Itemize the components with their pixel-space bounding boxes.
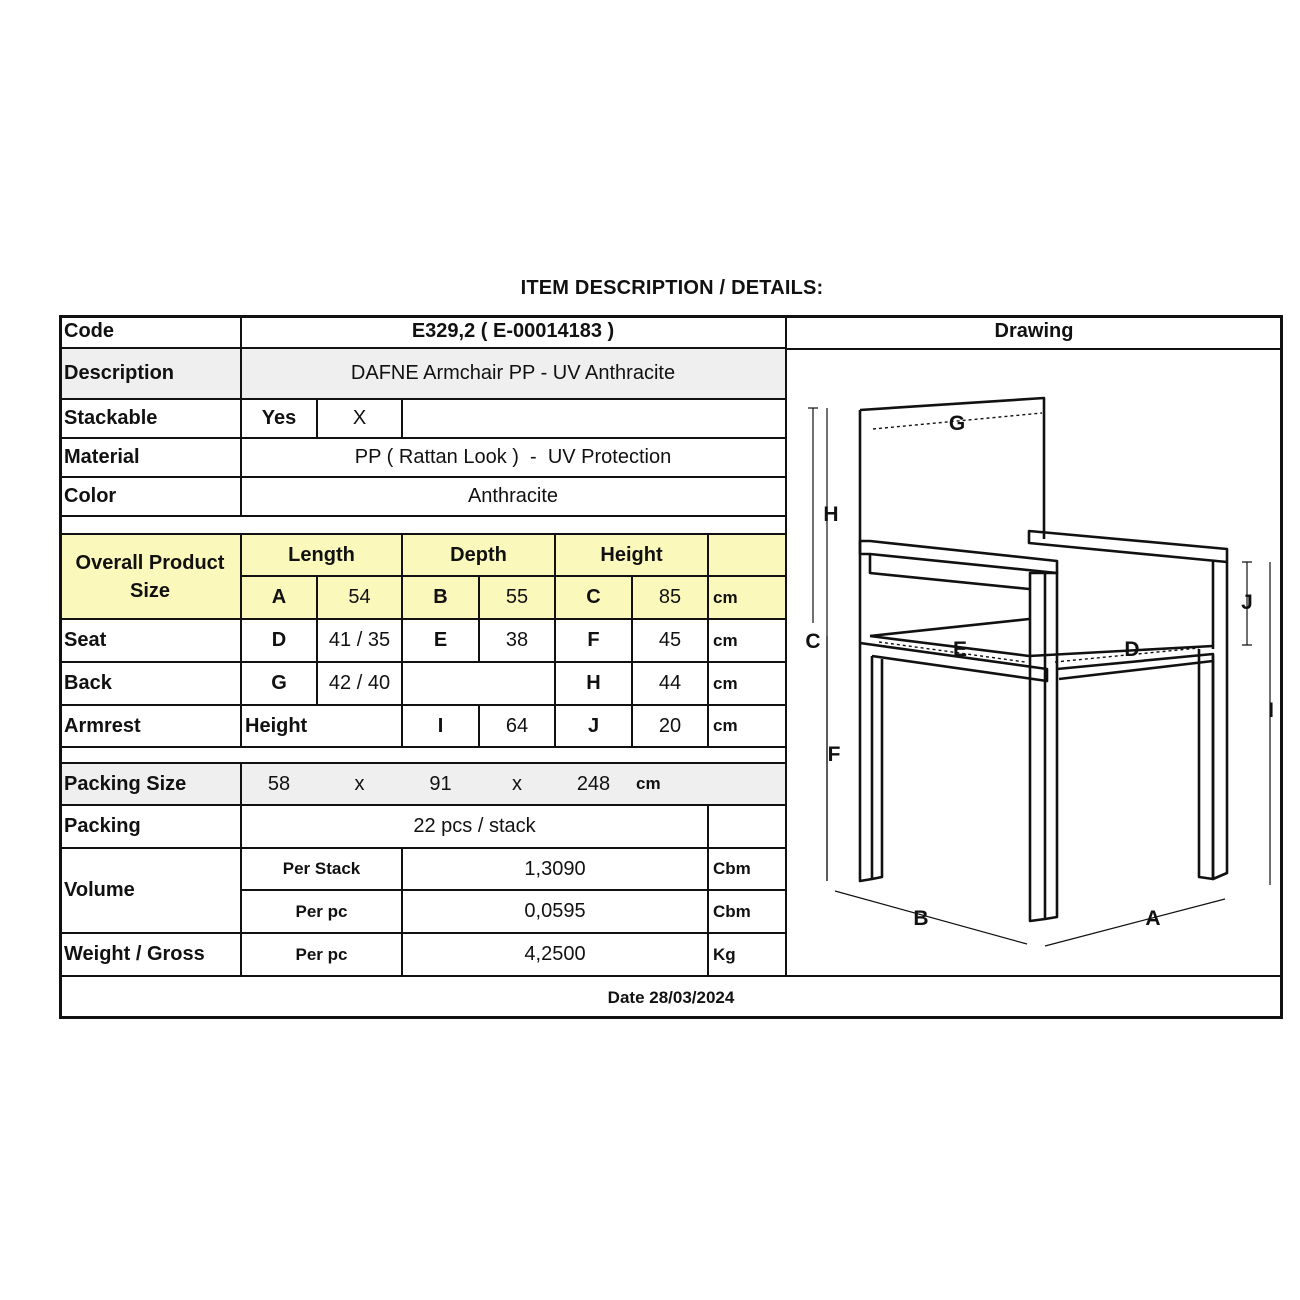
dim-col-c — [631, 576, 633, 747]
back-unit: cm — [713, 673, 738, 693]
label-g: G — [948, 412, 966, 435]
depth-header: Depth — [450, 543, 507, 566]
stackable-divider-1 — [316, 399, 318, 438]
packing-dim-2: 91 — [429, 772, 452, 795]
dim-col-depth — [401, 534, 403, 747]
armchair-drawing — [787, 351, 1281, 971]
stackable-mark: X — [352, 407, 367, 429]
volume-label: Volume — [64, 879, 135, 901]
pack-line-1 — [59, 804, 786, 806]
description-label: Description — [59, 348, 241, 399]
packing-size-label: Packing Size — [64, 772, 187, 795]
value-b: 55 — [505, 586, 529, 608]
col-divider-label-2 — [240, 534, 242, 748]
front-left-leg — [1030, 573, 1045, 921]
description-value: DAFNE Armchair PP - UV Anthracite — [241, 348, 785, 399]
weight-value: 4,2500 — [524, 943, 586, 965]
value-g: 42 / 40 — [328, 672, 391, 694]
label-i: I — [1268, 699, 1274, 722]
dim-col-unit — [707, 534, 709, 747]
left-arm-side — [870, 554, 1029, 589]
dim-col-b — [478, 576, 480, 662]
packing-label: Packing — [64, 815, 141, 837]
row-line-1 — [59, 347, 786, 349]
page-title: ITEM DESCRIPTION / DETAILS: — [520, 277, 824, 299]
volume-per-stack-unit: Cbm — [713, 859, 751, 878]
stackable-divider-2 — [401, 399, 403, 438]
footer-divider — [59, 975, 1283, 977]
dim-col-b-armrest — [478, 705, 480, 747]
border-top — [59, 315, 1283, 318]
height-header: Height — [600, 543, 663, 566]
drawing-label: Drawing — [994, 320, 1074, 342]
overall-size-label-line2: Size — [129, 579, 171, 602]
length-header: Length — [288, 543, 355, 566]
packing-x-1: x — [354, 772, 365, 795]
letter-e: E — [433, 629, 448, 651]
label-d: D — [1124, 638, 1140, 661]
letter-a: A — [271, 586, 287, 608]
label-e: E — [952, 638, 968, 661]
value-d: 41 / 35 — [328, 629, 391, 651]
letter-c: C — [586, 586, 601, 608]
row-line-4 — [59, 476, 786, 478]
overall-size-label — [59, 534, 241, 619]
dim-header-line — [241, 575, 786, 577]
volume-per-pc-unit: Cbm — [713, 901, 751, 921]
pack-col-unit — [707, 805, 709, 976]
rear-left-leg — [860, 554, 872, 881]
volume-per-pc-label: Per pc — [295, 901, 348, 921]
label-h: H — [823, 503, 839, 526]
weight-unit: Kg — [713, 944, 736, 964]
border-bottom — [59, 1016, 1283, 1019]
left-armrest — [860, 541, 1057, 573]
dim-b — [835, 891, 1027, 944]
spec-sheet — [59, 315, 1283, 1019]
letter-h: H — [586, 672, 601, 694]
seat-left-edge — [870, 636, 1029, 656]
seat-label: Seat — [64, 629, 107, 651]
row-line-3 — [59, 437, 786, 439]
armrest-unit: cm — [713, 716, 738, 735]
letter-j: J — [587, 714, 600, 737]
pack-line-4 — [59, 932, 786, 934]
packing-value: 22 pcs / stack — [413, 815, 536, 837]
packing-size-unit: cm — [636, 774, 661, 793]
pack-top-line — [59, 762, 786, 764]
dim-bottom-line — [59, 746, 786, 748]
letter-g: G — [271, 672, 287, 694]
pack-line-2 — [59, 847, 786, 849]
armrest-height-label: Height — [245, 714, 308, 737]
seat-back-edge — [870, 619, 1029, 636]
value-i: 64 — [505, 714, 529, 737]
letter-f: F — [587, 629, 600, 651]
right-front-leg — [1199, 649, 1213, 879]
value-h: 44 — [658, 672, 682, 694]
dim-line-2 — [59, 661, 786, 663]
volume-per-pc-value: 0,0595 — [524, 900, 586, 922]
letter-b: B — [433, 586, 448, 608]
weight-label: Weight / Gross — [64, 943, 205, 965]
armrest-label: Armrest — [64, 714, 141, 737]
border-left — [59, 315, 62, 1019]
color-label: Color — [64, 485, 117, 507]
col-divider-label-1 — [240, 315, 242, 517]
footer-date: Date 28/03/2024 — [607, 987, 735, 1007]
stackable-value: Yes — [261, 407, 297, 429]
label-c: C — [805, 630, 821, 653]
value-c: 85 — [658, 586, 682, 608]
dim-a — [1045, 899, 1225, 946]
code-label: Code — [64, 320, 114, 342]
color-value: Anthracite — [467, 485, 559, 507]
label-b: B — [913, 907, 929, 930]
seat-unit: cm — [713, 630, 738, 650]
drawing-header-divider — [785, 348, 1283, 350]
dim-col-height — [554, 534, 556, 747]
value-e: 38 — [505, 629, 529, 651]
packing-dim-3: 248 — [576, 772, 611, 795]
row-line-2 — [59, 398, 786, 400]
code-value: E329,2 ( E-00014183 ) — [411, 320, 615, 342]
packing-x-2: x — [512, 772, 522, 795]
dim-col-a — [316, 576, 318, 705]
right-armrest — [1029, 531, 1227, 562]
label-f: F — [827, 743, 841, 766]
label-j: J — [1241, 591, 1253, 614]
row-line-5 — [59, 515, 786, 517]
dim-line-1 — [59, 618, 786, 620]
material-value: PP ( Rattan Look ) - UV Protection — [354, 446, 672, 468]
pack-col-value — [401, 848, 403, 976]
packing-dim-1: 58 — [267, 772, 291, 795]
col-divider-label-3 — [240, 763, 242, 976]
weight-per-pc-label: Per pc — [295, 944, 348, 964]
label-a: A — [1145, 907, 1161, 930]
value-j: 20 — [658, 714, 682, 737]
value-f: 45 — [658, 629, 682, 651]
back-label: Back — [64, 672, 112, 694]
letter-d: D — [271, 629, 287, 651]
dim-line-3 — [59, 704, 786, 706]
value-a: 54 — [348, 586, 371, 608]
letter-i: I — [437, 714, 444, 737]
pack-line-3 — [241, 889, 786, 891]
volume-per-stack-value: 1,3090 — [524, 857, 586, 880]
material-label: Material — [64, 446, 140, 468]
stackable-label: Stackable — [64, 407, 158, 429]
volume-per-stack-label: Per Stack — [282, 859, 361, 878]
overall-unit: cm — [713, 587, 738, 607]
overall-size-label-line1: Overall Product — [75, 551, 225, 574]
dim-top-line — [59, 533, 786, 535]
